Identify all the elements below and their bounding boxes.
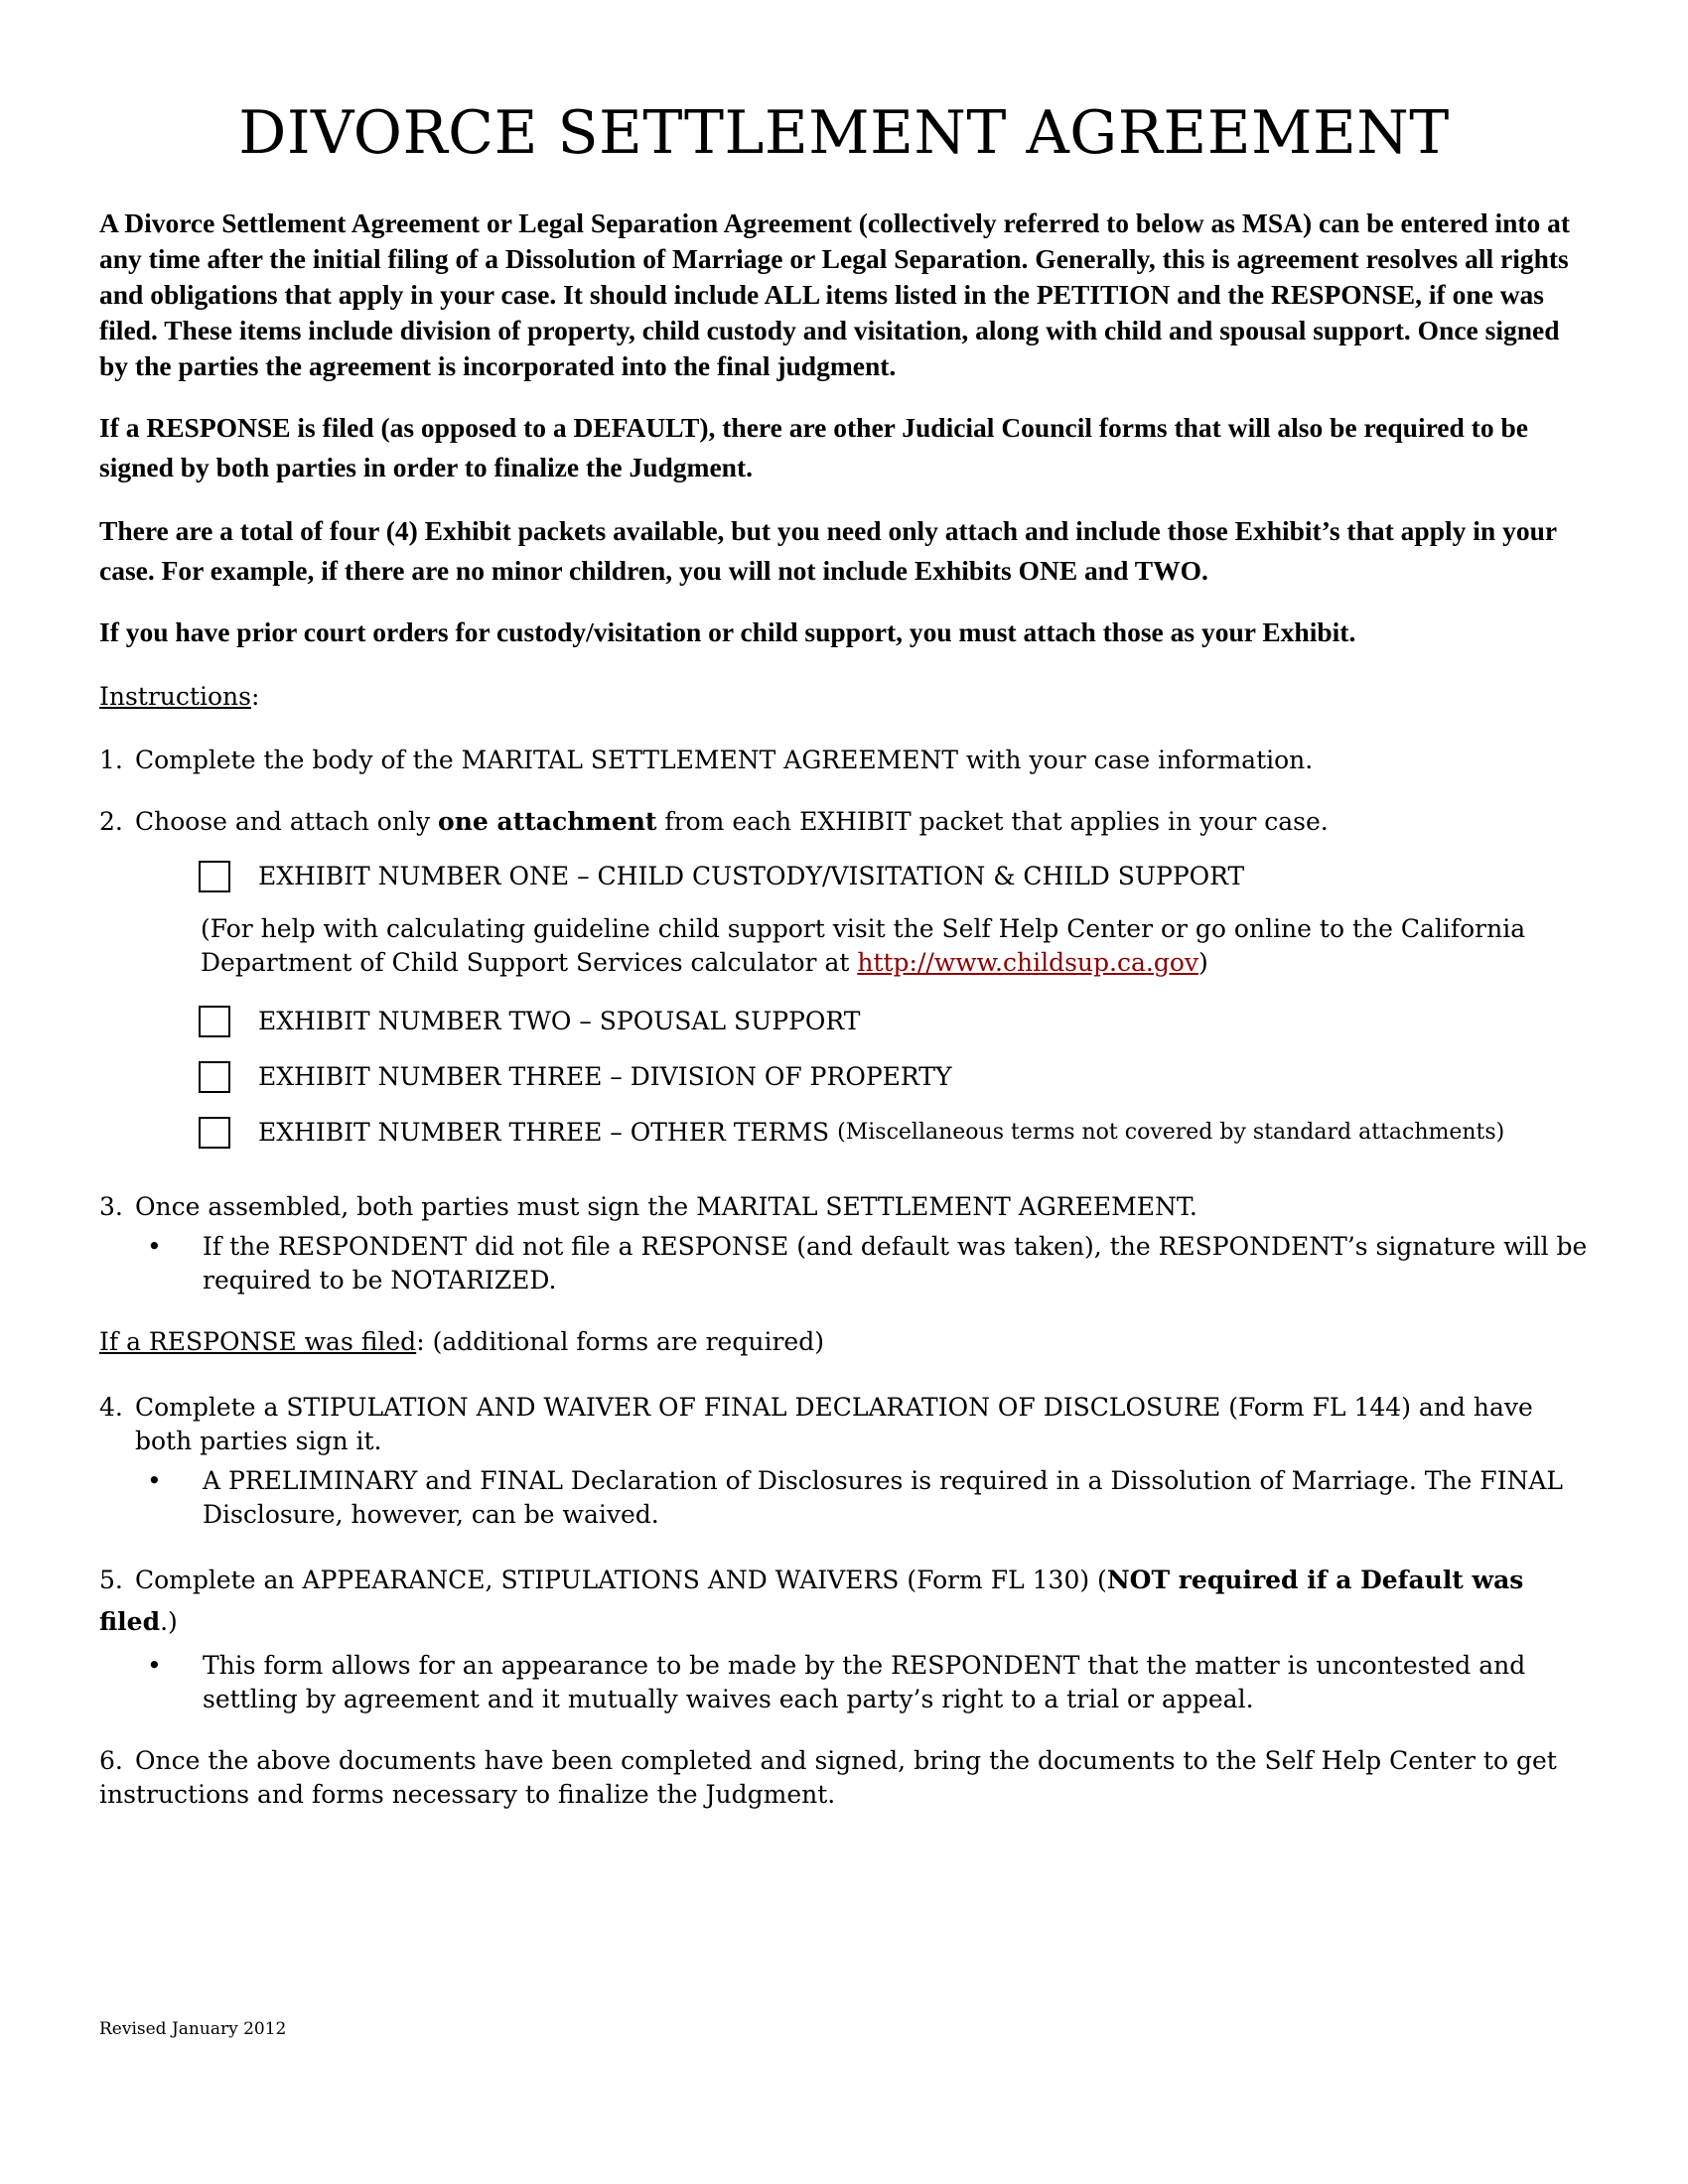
step-text: Once assembled, both parties must sign the MARITAL SETTLEMENT AGREEMENT. [135, 1192, 1197, 1221]
step-number: 3. [99, 1192, 123, 1221]
bullet-text: If the RESPONDENT did not file a RESPONSE (and default was taken), the RESPONDENT’s signature will be required to be NOTARIZED. [203, 1232, 1588, 1295]
step-4 [99, 1391, 1589, 1458]
step-4-bullet [99, 1464, 1589, 1532]
exhibit-three-checkbox[interactable] [199, 1061, 230, 1093]
exhibit-other-terms-note: (Miscellaneous terms not covered by standard attachments) [837, 1120, 1505, 1145]
child-support-help-text [99, 912, 1589, 980]
exhibit-checklist [99, 857, 1589, 896]
revision-footer: Revised January 2012 [99, 2019, 287, 2039]
step-1 [99, 744, 1589, 777]
intro-paragraph-exhibits: There are a total of four (4) Exhibit packets available, but you need only attach and include those Exhibit’s that apply in your case. For example, if there are no minor children, you will not include Exhibits ONE and TWO. [99, 515, 1557, 586]
step-3-bullet [99, 1230, 1589, 1297]
exhibit-two-checkbox[interactable] [199, 1006, 230, 1037]
exhibit-three-label: EXHIBIT NUMBER THREE – DIVISION OF PROPERTY [258, 1062, 952, 1091]
exhibit-one-checkbox[interactable] [199, 861, 230, 892]
bullet-text: This form allows for an appearance to be made by the RESPONDENT that the matter is uncontested and settling by agreement and it mutually waives each party’s right to a trial or appeal. [203, 1651, 1526, 1713]
instructions-heading: Instructions: [99, 682, 260, 711]
response-heading-note: : (additional forms are required) [416, 1327, 824, 1356]
exhibit-other-terms-checkbox[interactable] [199, 1117, 230, 1149]
instructions-heading-label: Instructions [99, 682, 251, 711]
response-heading [99, 1325, 1589, 1359]
step-number: 5. [99, 1566, 123, 1594]
step-text: Once the above documents have been completed and signed, bring the documents to the Self Help Center to get instructions and forms necessary to finalize the Judgment. [99, 1746, 1557, 1809]
response-heading-label: If a RESPONSE was filed [99, 1327, 417, 1356]
help-text-pre: (For help with calculating guideline child support visit the Self Help Center or go online to the California Department of Child Support Services calculator at [201, 914, 1526, 977]
step-text-pre: Choose and attach only [135, 807, 439, 836]
step-text-bold: NOT required if a Default was filed [99, 1566, 1524, 1636]
step-text-post: .) [160, 1607, 178, 1636]
exhibit-one-row [199, 857, 1589, 896]
step-number: 6. [99, 1746, 123, 1775]
intro-paragraph-response: If a RESPONSE is filed (as opposed to a DEFAULT), there are other Judicial Council forms that will also be required to be signed by both parties in order to finalize the Judgment. [99, 412, 1528, 482]
exhibit-two-label: EXHIBIT NUMBER TWO – SPOUSAL SUPPORT [258, 1007, 861, 1035]
document-title: DIVORCE SETTLEMENT AGREEMENT [238, 98, 1450, 168]
step-text-bold: one attachment [438, 807, 657, 836]
exhibit-checklist-rest [99, 1002, 1589, 1153]
step-5 [99, 1560, 1589, 1643]
exhibit-two-row [199, 1002, 1589, 1041]
intro-paragraph-msa: A Divorce Settlement Agreement or Legal Separation Agreement (collectively referred to below as MSA) can be entered into at any time after the initial filing of a Dissolution of Marriage or Legal Separation. Generally, this is agreement resolves all rights and obligations that apply in your case. It should include ALL items listed in the PETITION and the RESPONSE, if one was filed. These items include division of property, child custody and visitation, along with child and spousal support. Once signed by the parties the agreement is incorporated into the final judgment. [99, 207, 1571, 381]
exhibit-other-terms-row [199, 1113, 1589, 1153]
step-text: Complete a STIPULATION AND WAIVER OF FINAL DECLARATION OF DISCLOSURE (Form FL 144) and have both parties sign it. [135, 1393, 1533, 1455]
bullet-icon: • [147, 1651, 162, 1680]
exhibit-one-label: EXHIBIT NUMBER ONE – CHILD CUSTODY/VISITATION & CHILD SUPPORT [258, 862, 1245, 890]
step-2 [99, 805, 1589, 839]
step-5-bullet [99, 1649, 1589, 1716]
step-number: 4. [99, 1393, 123, 1422]
step-text-post: from each EXHIBIT packet that applies in your case. [656, 807, 1329, 836]
exhibit-three-row [199, 1057, 1589, 1097]
childsup-link[interactable]: http://www.childsup.ca.gov [857, 948, 1199, 977]
step-6 [99, 1744, 1589, 1812]
intro-paragraph-prior-orders: If you have prior court orders for custody/visitation or child support, you must attach those as your Exhibit. [99, 616, 1356, 647]
step-number: 2. [99, 807, 123, 836]
help-text-post: ) [1198, 948, 1208, 977]
step-text: Complete the body of the MARITAL SETTLEMENT AGREEMENT with your case information. [135, 746, 1314, 774]
step-3 [99, 1190, 1589, 1224]
bullet-text: A PRELIMINARY and FINAL Declaration of Disclosures is required in a Dissolution of Marriage. The FINAL Disclosure, however, can be waived. [203, 1466, 1564, 1529]
bullet-icon: • [147, 1466, 162, 1495]
bullet-icon: • [147, 1232, 162, 1261]
step-text-pre: Complete an APPEARANCE, STIPULATIONS AND WAIVERS (Form FL 130) ( [135, 1566, 1107, 1594]
step-number: 1. [99, 746, 123, 774]
exhibit-other-terms-label: EXHIBIT NUMBER THREE – OTHER TERMS [258, 1118, 830, 1147]
